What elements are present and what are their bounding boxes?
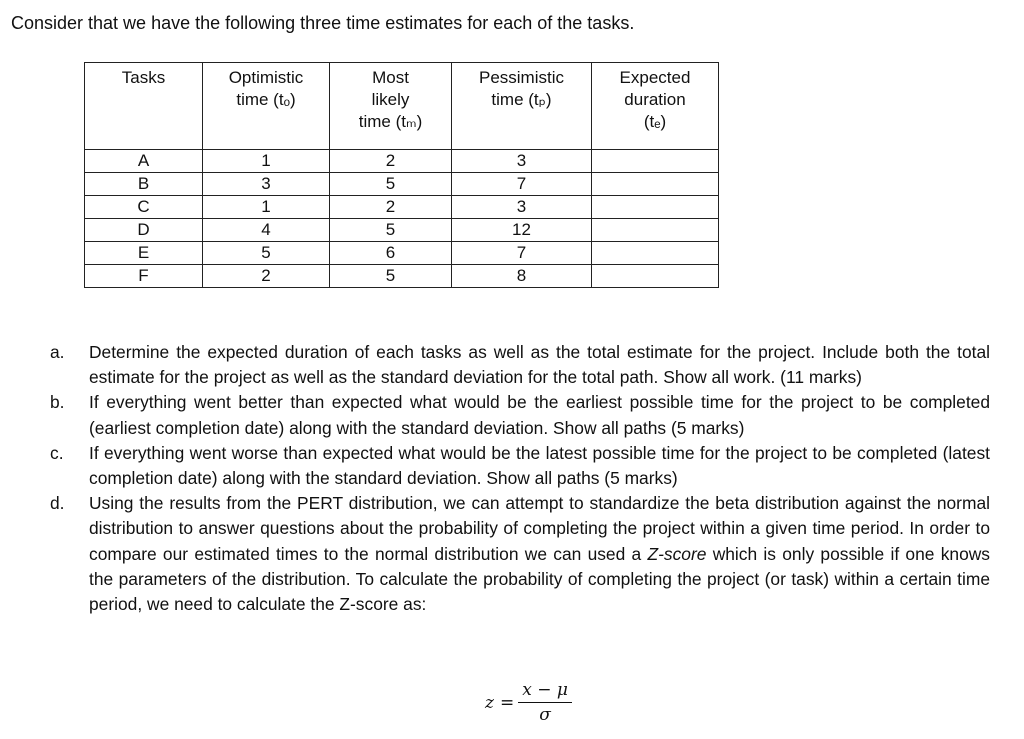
header-optimistic <box>203 63 330 150</box>
table-row <box>85 219 719 242</box>
expected-cell <box>592 265 719 288</box>
most-likely-cell: 2 <box>330 150 452 173</box>
header-line: time (tₚ) <box>491 90 552 109</box>
header-tasks <box>85 63 203 150</box>
table-row <box>85 173 719 196</box>
header-expected <box>592 63 719 150</box>
header-most-likely <box>330 63 452 150</box>
pessimistic-cell: 3 <box>452 150 592 173</box>
task-cell: A <box>85 150 203 173</box>
estimates-table <box>84 62 719 288</box>
table-row <box>85 242 719 265</box>
question-letter: d. <box>50 493 65 514</box>
question-letter: c. <box>50 442 64 463</box>
most-likely-cell: 5 <box>330 265 452 288</box>
question-text: If everything went worse than expected what would be the latest possible time for the project to be completed (latest completion date) along with the standard deviation. Show all paths (5 marks) <box>89 442 990 489</box>
expected-cell <box>592 173 719 196</box>
optimistic-cell: 1 <box>203 196 330 219</box>
expected-cell <box>592 242 719 265</box>
formula-fraction <box>518 680 572 725</box>
table-row <box>85 265 719 288</box>
formula-equals: = <box>499 692 515 713</box>
most-likely-cell: 2 <box>330 196 452 219</box>
task-cell: D <box>85 219 203 242</box>
most-likely-cell: 6 <box>330 242 452 265</box>
question-text-part: which is only possible if one knows the parameters of the distribution. To calculate the probability of completing the project (or task) within a certain time period, we need to calculate the Z-score as: <box>89 543 991 615</box>
header-line: Tasks <box>121 68 166 87</box>
header-pessimistic <box>452 63 592 150</box>
optimistic-cell: 1 <box>203 150 330 173</box>
pessimistic-cell: 3 <box>452 196 592 219</box>
expected-cell <box>592 219 719 242</box>
optimistic-cell: 2 <box>203 265 330 288</box>
header-line: (tₑ) <box>643 112 667 131</box>
header-line: Optimistic <box>228 68 304 87</box>
header-line: duration <box>624 90 686 109</box>
optimistic-cell: 5 <box>203 242 330 265</box>
question-letter: a. <box>50 342 65 362</box>
optimistic-cell: 4 <box>203 219 330 242</box>
most-likely-cell: 5 <box>330 219 452 242</box>
task-cell: E <box>85 242 203 265</box>
pessimistic-cell: 8 <box>452 265 592 288</box>
question-text: Determine the expected duration of each tasks as well as the total estimate for the project. Include both the total estimate for the project as well as the standard deviation for the total path. Show all work. (11 marks) <box>89 342 990 388</box>
header-line: likely <box>371 90 410 109</box>
question-text-part: Using the results from the PERT distribution, we can attempt to standardize the beta distribution against the normal distribution to answer questions about the probability of completing the project within a given time period. In order to compare our estimated times to the normal distribution we can used a <box>89 493 990 564</box>
question-a <box>50 340 990 390</box>
question-d <box>50 491 990 617</box>
question-letter: b. <box>50 392 65 413</box>
pessimistic-cell: 12 <box>452 219 592 242</box>
expected-cell <box>592 150 719 173</box>
intro-text: Consider that we have the following three time estimates for each of the tasks. <box>11 13 635 33</box>
z-score-formula <box>485 680 572 725</box>
most-likely-cell: 5 <box>330 173 452 196</box>
pessimistic-cell: 7 <box>452 242 592 265</box>
task-cell: B <box>85 173 203 196</box>
question-text: If everything went better than expected what would be the earliest possible time for the project to be completed (earliest completion date) along with the standard deviation. Show all paths (5 marks) <box>89 392 990 438</box>
question-b <box>50 390 990 440</box>
task-cell: F <box>85 265 203 288</box>
z-score-term: Z-score <box>647 543 707 564</box>
header-line: Most <box>372 68 409 87</box>
optimistic-cell: 3 <box>203 173 330 196</box>
pessimistic-cell: 7 <box>452 173 592 196</box>
header-line: time (tₒ) <box>236 90 296 109</box>
header-line: Pessimistic <box>478 68 564 87</box>
table-row <box>85 196 719 219</box>
table-header-row <box>85 63 719 150</box>
header-line: time (tₘ) <box>358 112 423 131</box>
question-c <box>50 441 990 491</box>
question-text <box>89 491 990 617</box>
table-row <box>85 150 719 173</box>
task-cell: C <box>85 196 203 219</box>
expected-cell <box>592 196 719 219</box>
formula-numerator: x − μ <box>518 680 572 703</box>
formula-lhs: z <box>485 692 494 713</box>
questions-list <box>50 340 990 617</box>
formula-denominator: σ <box>539 705 551 725</box>
header-line: Expected <box>619 68 691 87</box>
